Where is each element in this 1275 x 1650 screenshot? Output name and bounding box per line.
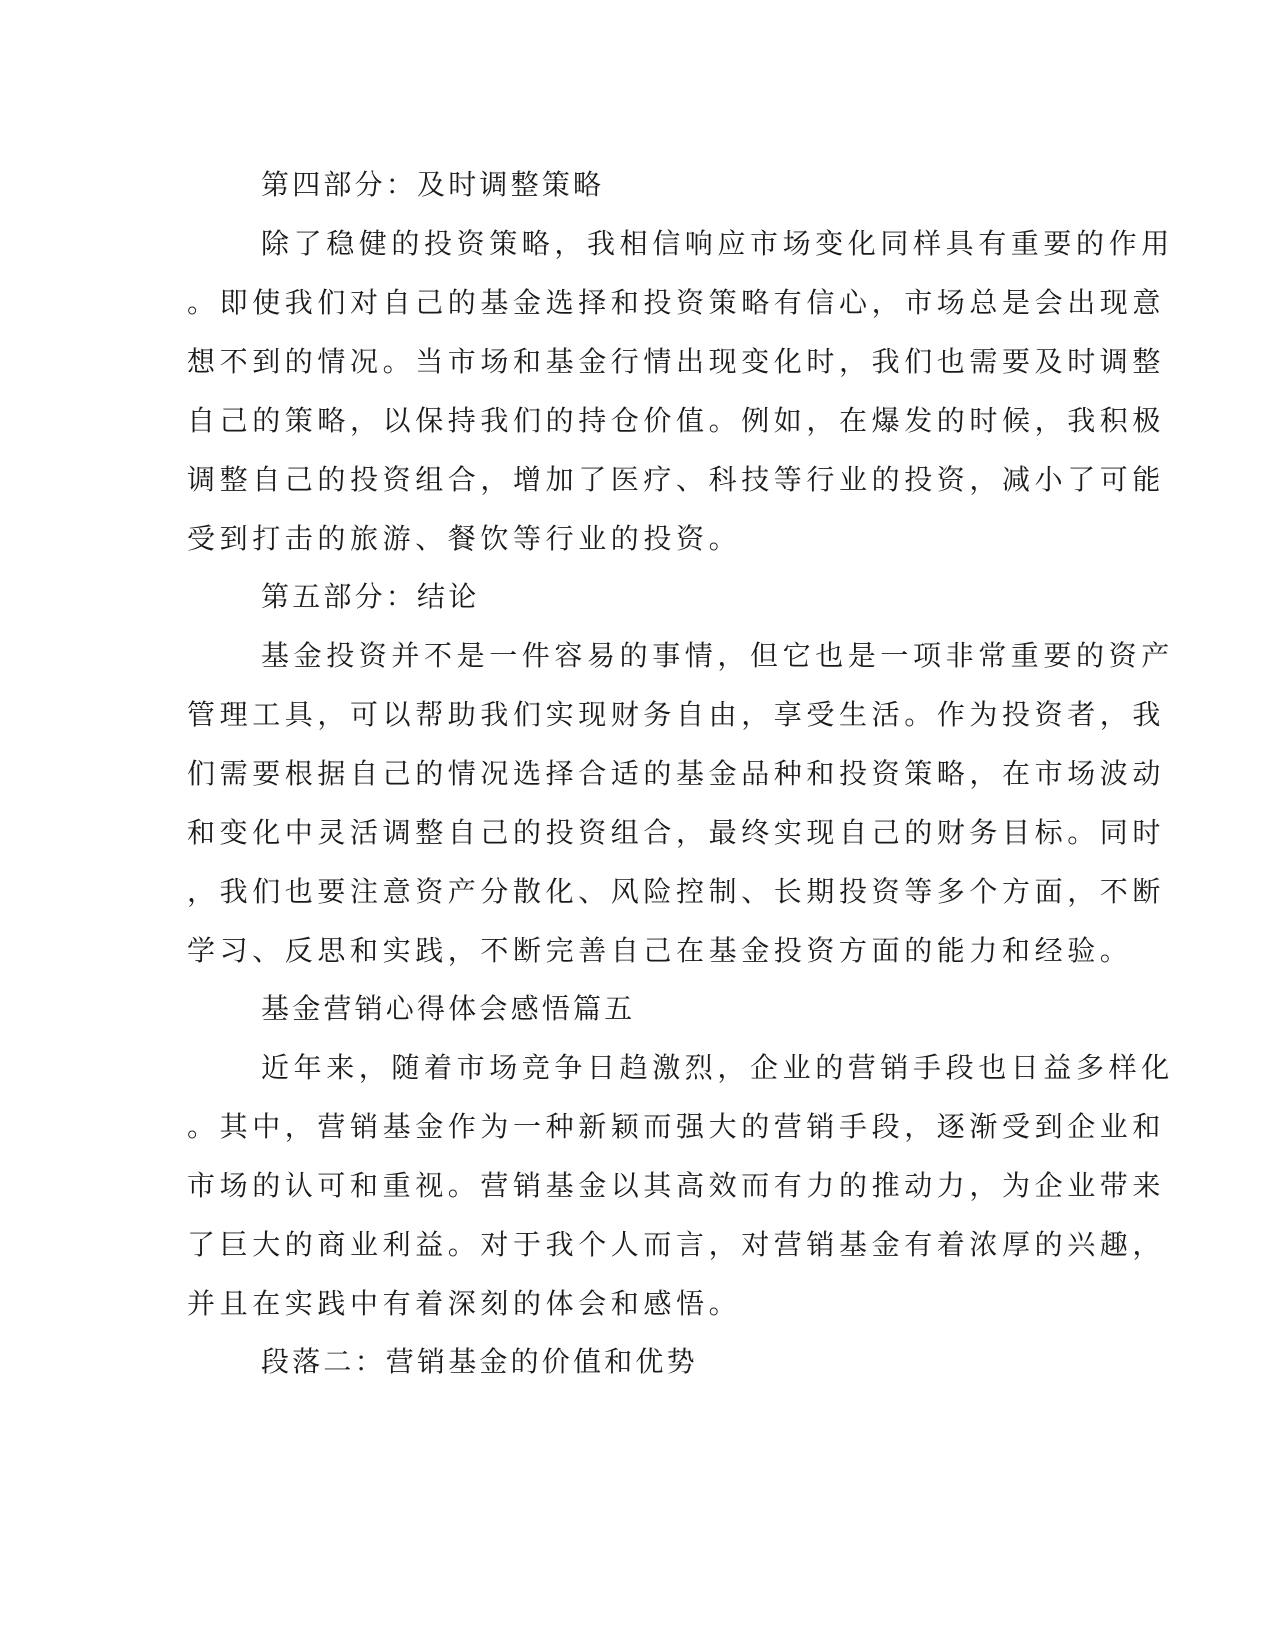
paragraph-line: 自己的策略，以保持我们的持仓价值。例如，在爆发的时候，我积极 xyxy=(187,404,1166,437)
paragraph-line: 除了稳健的投资策略，我相信响应市场变化同样具有重要的作用 xyxy=(261,227,1174,260)
paragraph-line: 。其中，营销基金作为一种新颖而强大的营销手段，逐渐受到企业和 xyxy=(187,1110,1166,1143)
paragraph-line: 近年来，随着市场竞争日趋激烈，企业的营销手段也日益多样化 xyxy=(261,1051,1174,1084)
paragraph-line: 市场的认可和重视。营销基金以其高效而有力的推动力，为企业带来 xyxy=(187,1169,1166,1202)
article-title-part-five: 基金营销心得体会感悟篇五 xyxy=(261,992,636,1025)
paragraph-line: 们需要根据自己的情况选择合适的基金品种和投资策略，在市场波动 xyxy=(187,757,1166,790)
section-heading-paragraph-two: 段落二：营销基金的价值和优势 xyxy=(261,1345,698,1378)
paragraph-line: ，我们也要注意资产分散化、风险控制、长期投资等多个方面，不断 xyxy=(187,875,1166,908)
section-heading-part-five: 第五部分：结论 xyxy=(261,580,480,613)
section-heading-part-four: 第四部分：及时调整策略 xyxy=(261,168,605,201)
paragraph-line: 基金投资并不是一件容易的事情，但它也是一项非常重要的资产 xyxy=(261,639,1174,672)
paragraph-line: 受到打击的旅游、餐饮等行业的投资。 xyxy=(187,522,742,555)
paragraph-line: 了巨大的商业利益。对于我个人而言，对营销基金有着浓厚的兴趣， xyxy=(187,1228,1166,1261)
paragraph-line: 。即使我们对自己的基金选择和投资策略有信心，市场总是会出现意 xyxy=(187,286,1166,319)
paragraph-line: 和变化中灵活调整自己的投资组合，最终实现自己的财务目标。同时 xyxy=(187,816,1166,849)
paragraph-line: 学习、反思和实践，不断完善自己在基金投资方面的能力和经验。 xyxy=(187,934,1133,967)
paragraph-line: 想不到的情况。当市场和基金行情出现变化时，我们也需要及时调整 xyxy=(187,345,1166,378)
paragraph-line: 调整自己的投资组合，增加了医疗、科技等行业的投资，减小了可能 xyxy=(187,463,1166,496)
paragraph-line: 管理工具，可以帮助我们实现财务自由，享受生活。作为投资者，我 xyxy=(187,698,1166,731)
paragraph-line: 并且在实践中有着深刻的体会和感悟。 xyxy=(187,1287,742,1320)
